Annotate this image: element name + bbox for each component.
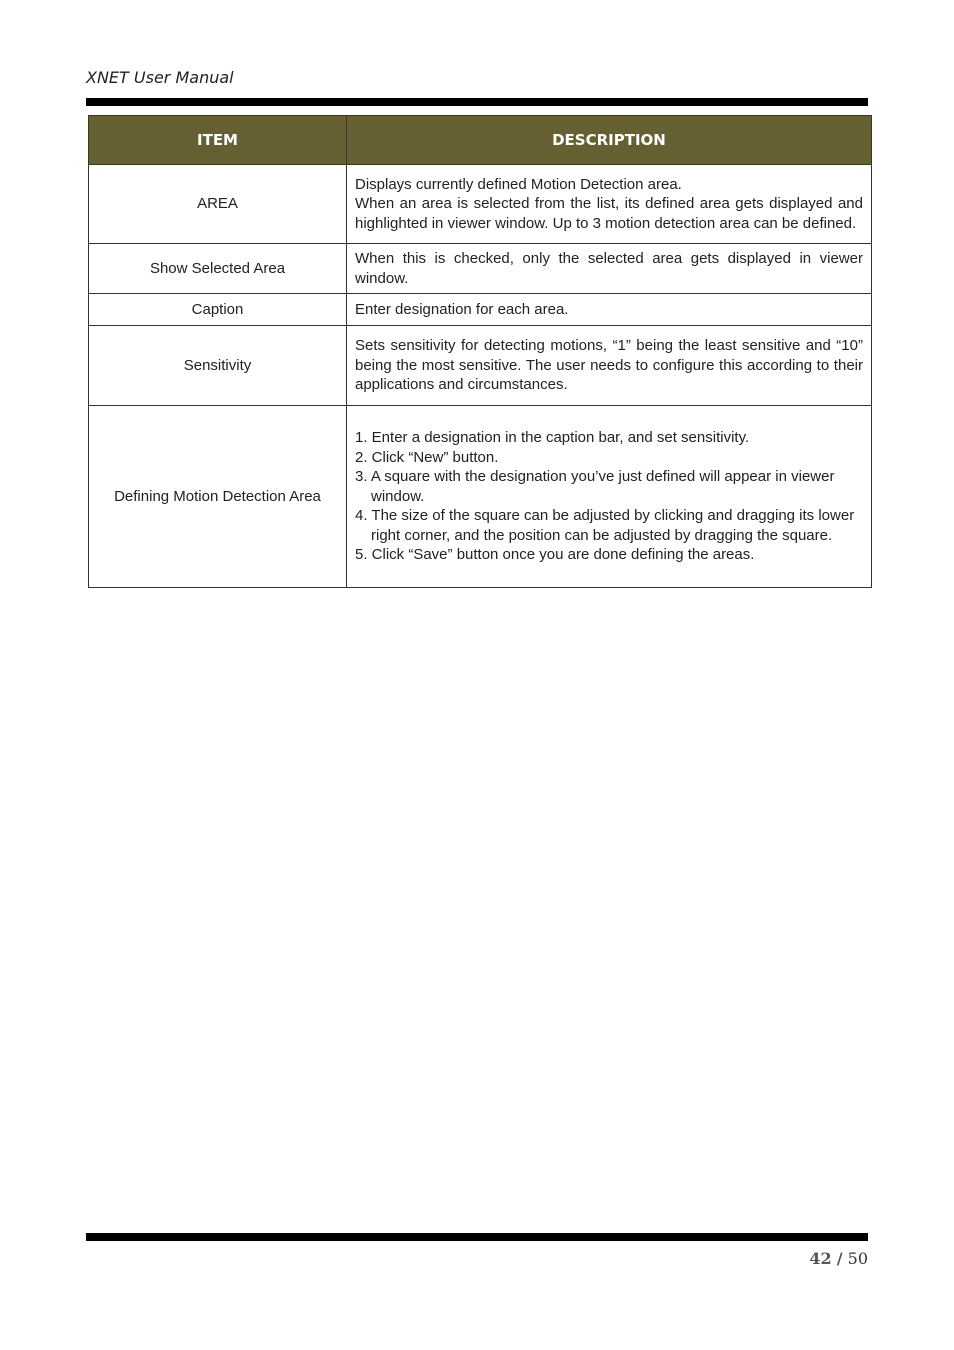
table-header-row [89, 116, 872, 165]
document-title: XNET User Manual [86, 68, 234, 87]
table-row [89, 294, 872, 326]
list-item: 3. A square with the designation you’ve just defined will appear in viewer window. [355, 468, 835, 505]
specification-table [88, 115, 872, 588]
description-cell [347, 294, 872, 326]
description-text: Displays currently defined Motion Detection area. [355, 175, 682, 193]
item-cell: AREA [89, 165, 347, 244]
description-cell [347, 244, 872, 294]
item-cell: Sensitivity [89, 326, 347, 406]
description-cell [347, 165, 872, 244]
steps-list [355, 428, 863, 565]
description-cell [347, 326, 872, 406]
list-item: 4. The size of the square can be adjusted by clicking and dragging its lower right corner, and the position can be adjusted by dragging the square. [355, 507, 855, 544]
list-item: 2. Click “New” button. [355, 448, 499, 466]
footer-rule [86, 1233, 868, 1241]
column-header-item: ITEM [89, 116, 347, 165]
current-page: 42 [809, 1249, 832, 1268]
page-separator: / [836, 1249, 843, 1268]
total-pages: 50 [847, 1249, 868, 1268]
table-row [89, 244, 872, 294]
description-text: When this is checked, only the selected area gets displayed in viewer window. [355, 250, 863, 287]
page-number [809, 1249, 868, 1268]
column-header-description: DESCRIPTION [347, 116, 872, 165]
header-rule [86, 98, 868, 106]
item-cell: Defining Motion Detection Area [89, 406, 347, 588]
description-text: Sets sensitivity for detecting motions, “1” being the least sensitive and “10” being the most sensitive. The user needs to configure this according to their applications and circumstances. [355, 337, 863, 394]
description-cell [347, 406, 872, 588]
item-cell: Caption [89, 294, 347, 326]
item-cell: Show Selected Area [89, 244, 347, 294]
list-item: 5. Click “Save” button once you are done defining the areas. [355, 546, 755, 564]
table-row [89, 406, 872, 588]
description-text: Enter designation for each area. [355, 300, 569, 318]
table-row [89, 165, 872, 244]
description-text: When an area is selected from the list, its defined area gets displayed and highlighted in viewer window. Up to 3 motion detection area can be defined. [355, 195, 863, 232]
list-item: 1. Enter a designation in the caption bar, and set sensitivity. [355, 429, 750, 447]
table-row [89, 326, 872, 406]
